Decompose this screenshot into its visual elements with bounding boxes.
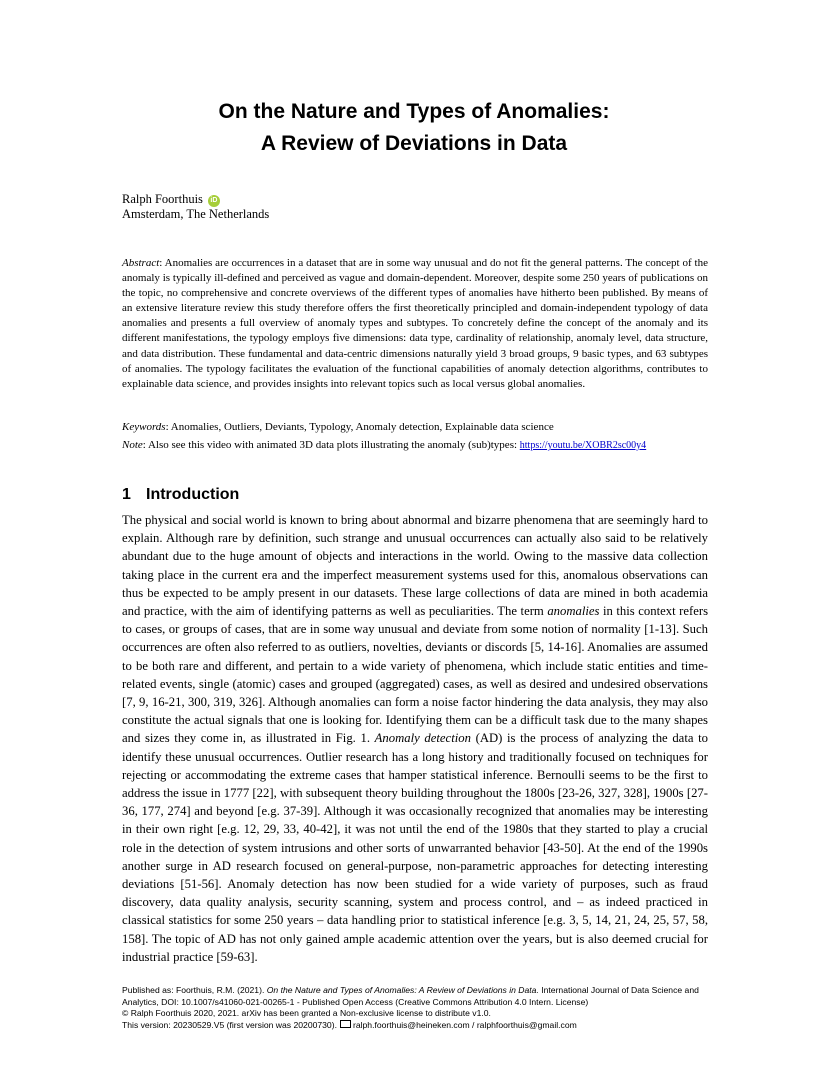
note-text: : Also see this video with animated 3D data plots illustrating the anomaly (sub)types: [142,439,520,451]
body-emphasis-anomalies: anomalies [547,604,600,619]
footer-copyright: © Ralph Foorthuis 2020, 2021. arXiv has been granted a Non-exclusive license to distribute v1.0. [122,1008,491,1018]
video-link[interactable]: https://youtu.be/XOBR2sc00y4 [519,440,647,451]
body-part-2: in this context refers to cases, or groups of cases, that are in some way unusual and deviate from some notion of normality [1-13]. Such occurrences are often also referred to as outliers, novelties, deviants or discords [5, 14-16]. Anomalies are assumed to be both rare and different, and pertain to a wide variety of phenomena, which include static entities and time-related events, single (atomic) cases and grouped (aggregated) cases, as well as desired and undesired observations [7, 9, 16-21, 300, 319, 326]. Although anomalies can form a noise factor hindering the data analysis, they may also constitute the actual signals that one is looking for. Identifying them can be a difficult task due to the many shapes and sizes they come in, as illustrated in Fig. 1. [122,604,709,746]
title-line-1: On the Nature and Types of Anomalies: [218,100,610,123]
keywords-label: Keywords [122,421,166,433]
section-number: 1 [122,486,131,503]
body-emphasis-anomaly-detection: Anomaly detection [374,731,471,746]
body-part-3: (AD) is the process of analyzing the data to identify these unusual occurrences. Outlier research has a long history and traditionally focused on techniques for rejecting or accommodating the extreme cases that hamper statistical inference. Bernoulli seems to be the first to address the issue in 1777 [22], with subsequent theory building throughout the 1800s [23-26, 327, 328], 1900s [27-36, 177, 274] and beyond [e.g. 37-39]. Although it was occasionally recognized that anomalies may be interesting in their own right [e.g. 12, 29, 33, 40-42], it was not until the end of the 1980s that they started to play a crucial role in the detection of system intrusions and other sorts of unwarranted behavior [43-50]. At the end of the 1990s another surge in AD research focused on general-purpose, non-parametric approaches for detecting interesting deviations [51-56]. Anomaly detection has now been studied for a wide variety of purposes, such as fraud discovery, data quality analysis, security scanning, system and process control, and – as indeed practiced in classical statistics for some 250 years – data handling prior to statistical inference [e.g. 3, 5, 14, 21, 24, 25, 57, 58, 158]. The topic of AD has not only gained ample academic attention over the years, but is also deemed crucial for industrial practice [59-63]. [122,731,708,964]
footer-version [122,1020,722,1032]
author-affiliation: Amsterdam, The Netherlands [122,207,270,221]
orcid-icon[interactable]: iD [208,195,220,207]
footer-citation-prefix: Published as: Foorthuis, R.M. (2021). [122,985,267,995]
author-block [122,192,269,222]
footer-publication [122,985,722,1008]
introduction-body [122,511,708,966]
note [122,438,708,453]
title-line-2: A Review of Deviations in Data [260,132,568,155]
footer-citation-suffix: International Journal of Data Science and Analytics, DOI: 10.1007/s41060-021-00265-1 - Published Open Access (Creative Commons Attribution 4.0 Intern. License) [122,985,699,1007]
keywords-text: : Anomalies, Outliers, Deviants, Typology, Anomaly detection, Explainable data science [165,421,554,433]
note-label: Note [122,439,143,451]
paper-title [0,96,828,160]
body-part-1: The physical and social world is known to bring about abnormal and bizarre phenomena that are seemingly hard to explain. Although rare by definition, such strange and unusual occurrences can actually also said to be relatively abundant due to the huge amount of objects and interactions in the world. Owing to the massive data collection taking place in the current era and the imperfect measurement systems used for this, anomalous observations can thus be expected to be amply present in our datasets. These large collections of data are mined in both academia and practice, with the aim of identifying patterns as well as peculiarities. The term [122,513,708,619]
footer-version-text: This version: 20230529.V5 (first version was 20200730). [122,1019,337,1030]
abstract [122,256,708,392]
footer-email[interactable]: ralph.foorthuis@heineken.com / ralphfoorthuis@gmail.com [352,1019,577,1030]
abstract-label: Abstract [122,257,160,269]
footer [122,985,722,1031]
section-title: Introduction [146,486,240,503]
section-heading [122,485,239,505]
abstract-text: : Anomalies are occurrences in a dataset that are in some way unusual and do not fit the general patterns. The concept of the anomaly is typically ill-defined and perceived as vague and domain-dependent. Moreover, despite some 250 years of publications on the topic, no comprehensive and concrete overviews of the different types of anomalies have hitherto been published. By means of an extensive literature review this study therefore offers the first theoretically principled and domain-independent typology of data anomalies and presents a full overview of anomaly types and subtypes. To concretely define the concept of the anomaly and its different manifestations, the typology employs five dimensions: data type, cardinality of relationship, anomaly level, data structure, and data distribution. These fundamental and data-centric dimensions naturally yield 3 broad groups, 9 basic types, and 63 subtypes of anomalies. The typology facilitates the evaluation of the functional capabilities of anomaly detection algorithms, contributes to explainable data science, and provides insights into relevant topics such as local versus global anomalies. [122,257,708,390]
author-name: Ralph Foorthuis [122,192,203,206]
footer-citation-title: On the Nature and Types of Anomalies: A Review of Deviations in Data. [266,985,539,995]
keywords [122,420,708,435]
mail-icon [340,1020,351,1028]
